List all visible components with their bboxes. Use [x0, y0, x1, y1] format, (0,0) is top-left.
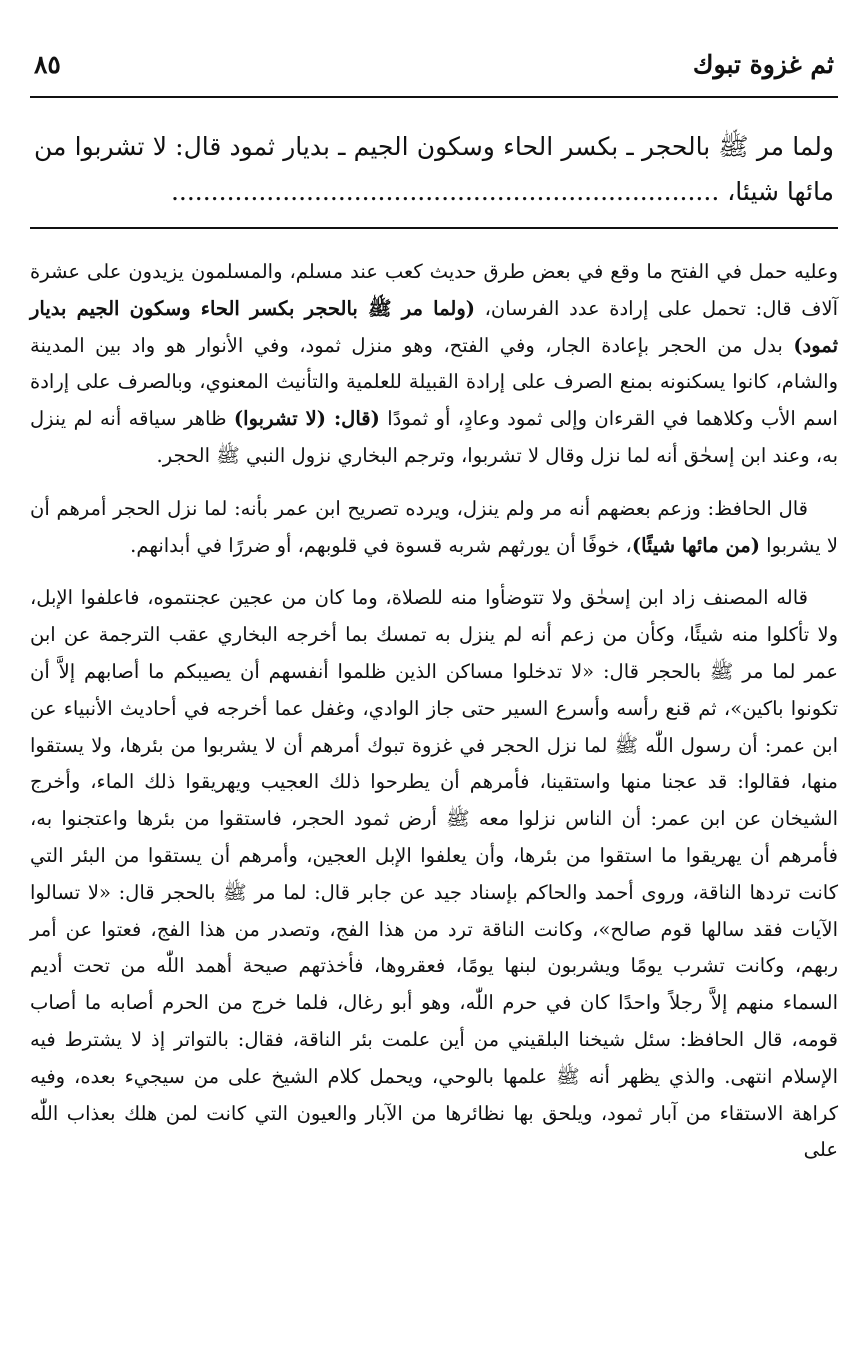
commentary-p1-part-3: ظاهر سياقه أنه لم ينزل به، وعند ابن إسحٰق أنه لما نزل وقال لا تشربوا، وترجم البخاري نزول النبي ﷺ الحجر. — [30, 407, 838, 467]
chapter-title: ثم غزوة تبوك — [692, 49, 834, 79]
commentary-paragraph-3: قاله المصنف زاد ابن إسحٰق ولا تتوضأوا منه للصلاة، وما كان من عجين عجنتموه، فاعلفوا الإبل، ولا تأكلوا منه شيئًا، وكأن من زعم أنه لم ينزل به تمسك بما أخرجه البخاري عقب الترجمة عن ابن عمر لما مر ﷺ بالحجر قال: «لا تدخلوا مساكن الذين ظلموا أنفسهم أن يصيبكم ما أصابهم إلاَّ أن تكونوا باكين»، ثم قنع رأسه وأسرع السير حتى جاز الوادي، وغفل عما أخرجه في أحاديث الأنبياء عن ابن عمر: أن رسول اللّٰه ﷺ لما نزل الحجر في غزوة تبوك أمرهم أن لا يشربوا من بئرها، ولا يستقوا منها، فقالوا: قد عجنا منها واستقينا، فأمرهم أن يطرحوا ذلك العجيب ويهريقوا ذلك الماء، وأخرج الشيخان عن ابن عمر: أن الناس نزلوا معه ﷺ أرض ثمود الحجر، فاستقوا من بئرها واعتجنوا به، فأمرهم أن يهريقوا ما استقوا من بئرها، وأن يعلفوا الإبل العجين، وأمرهم أن يستقوا من البئر التي كانت تردها الناقة، وروى أحمد والحاكم بإسناد جيد عن جابر قال: لما مر ﷺ بالحجر قال: «لا تسالوا الآيات فقد سالها قوم صالح»، وكانت الناقة ترد من هذا الفج، وتصدر من هذا الفج، فعتوا عن أمر ربهم، وكانت تشرب يومًا ويشربون لبنها يومًا، فعقروها، فأخذتهم صيحة أهمد اللّٰه من تحت أديم السماء منهم إلاَّ رجلاً واحدًا كان في حرم اللّٰه، وهو أبو رغال، فلما خرج من الحرم أصابه ما أصاب قومه، قال الحافظ: سئل شيخنا البلقيني من أين علمت بئر الناقة، فقال: بالتواتر إذ لا يشترط فيه الإسلام انتهى. والذي يظهر أنه ﷺ علمها بالوحي، ويحمل كلام الشيخ على من سيجيء بعده، وفيه كراهة الاستقاء من آبار ثمود، ويلحق بها نظائرها من الآبار والعيون التي كانت لمن هلك بعذاب اللّٰه على — [30, 586, 839, 1162]
commentary-p2-part-1: قال الحافظ: وزعم بعضهم أنه مر ولم ينزل، ويرده تصريح ابن عمر بأنه: لما نزل الحجر أمرهم أن لا يشربوا — [30, 496, 838, 557]
header-divider — [30, 96, 838, 98]
commentary-block — [30, 254, 838, 1185]
commentary-p2-part-2: ، خوفًا أن يورثهم شربه قسوة في قلوبهم، أو ضررًا في أبدانهم. — [130, 533, 632, 557]
matn-text-block — [34, 124, 834, 214]
matn-dots: ..................................................................... — [170, 177, 720, 206]
page-header — [34, 40, 834, 88]
commentary-p1-quote-1: (ولما مر ﷺ بالحجر بكسر الحاء وسكون الجيم بديار ثمود) — [30, 296, 838, 357]
commentary-p2-quote: (من مائها شيئًا) — [631, 533, 760, 557]
commentary-p1-quote-2: (قال: (لا تشربوا) — [233, 407, 380, 431]
page-number: ٨٥ — [34, 49, 61, 79]
commentary-p1-part-1: وعليه حمل في الفتح ما وقع في بعض طرق حديث كعب عند مسلم، والمسلمون يزيدون على عشرة آلاف قال: تحمل على إرادة عدد الفرسان، — [30, 260, 838, 320]
matn-divider — [30, 227, 838, 229]
commentary-paragraph-2 — [30, 491, 838, 565]
commentary-paragraph-1 — [30, 254, 838, 475]
commentary-p1-part-2: بدل من الحجر بإعادة الجار، وفي الفتح، وهو منزل ثمود، وفي الأنوار هو واد بين المدينة والشام، كانوا يسكنونه بمنع الصرف على إرادة القبيلة للعلمية والتأنيث المعنوي، وبالصرف على إرادة اسم الأب وكلاهما في القرءان وإلى ثمود وعادٍ، أو ثمودًا — [30, 333, 838, 431]
matn-text: ولما مر ﷺ بالحجر ـ بكسر الحاء وسكون الجيم ـ بديار ثمود قال: لا تشربوا من مائها شيئا، — [34, 132, 834, 206]
